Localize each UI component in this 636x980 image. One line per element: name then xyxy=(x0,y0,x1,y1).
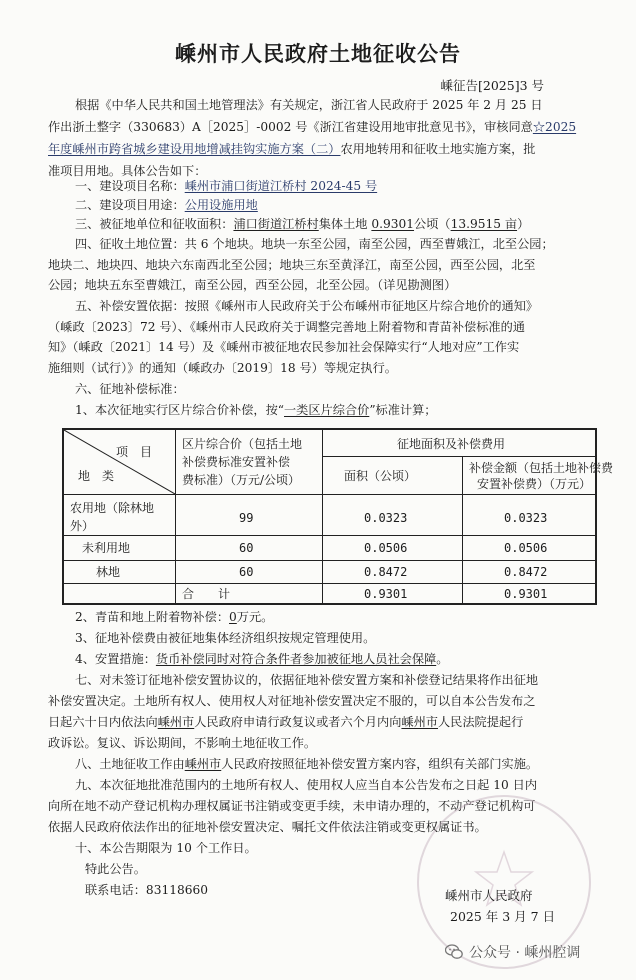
item-review-3e: 人民法院提起行 xyxy=(438,715,524,729)
row-area: 0.0323 xyxy=(364,511,408,525)
table-divider xyxy=(175,430,176,603)
item-basis-line-4: 施细则（试行）》的通知（嵊政办〔2019〕18 号）等规定执行。 xyxy=(48,361,397,375)
item-location-line-3: 公园；地块五东至曹娥江，南至公园，西至公园，北至公园。（详见勘测图） xyxy=(48,278,457,292)
total-comp: 0.9301 xyxy=(504,587,548,601)
wechat-icon xyxy=(445,944,463,960)
item-registration-line-2: 向所在地不动产登记机构办理权属证书注销或变更手续，未申请办理的，不动产登记机构可 xyxy=(48,799,536,813)
compensation-table xyxy=(62,428,614,605)
approval-ref-start: ☆2025 xyxy=(532,120,577,134)
item-review-line-2: 补偿安置决定。土地所有权人、使用权人对征地补偿安置决定不服的，可以自本公告发布之 xyxy=(48,694,536,708)
item-review-line-1: 七、对未签订征地补偿安置协议的，依据征地补偿安置方案和补偿登记结果将作出征地 xyxy=(75,673,539,687)
item-land-unit: 浦口街道江桥村 xyxy=(233,217,319,231)
row-type-line-1: 未利用地 xyxy=(82,541,131,555)
item-location-line-2: 地块二、地块四、地块六东南西北至公园；地块三东至黄泽江，南至公园，西至公园，北至 xyxy=(48,258,536,272)
item-resettlement-value: 货币补偿同时对符合条件者参加被征地人员社会保障 xyxy=(155,652,437,666)
page-title: 嵊州市人民政府土地征收公告 xyxy=(175,42,461,66)
row-comp: 0.0506 xyxy=(504,541,548,555)
header-area: 面积（公顷） xyxy=(344,469,417,483)
wechat-footer xyxy=(445,942,580,962)
item-standard-1-a: 1、本次征地实行区片综合价补偿，按“ xyxy=(75,403,284,417)
item-project-name-label: 一、建设项目名称： xyxy=(75,179,185,193)
row-type-line-2: 外） xyxy=(70,519,95,533)
item-project-use-label: 二、建设项目用途： xyxy=(75,198,185,212)
item-standard-1-c: ”标准计算； xyxy=(369,403,437,417)
header-price-line-1: 区片综合价（包括土地 xyxy=(182,437,303,451)
item-project-use-value: 公用设施用地 xyxy=(184,198,258,212)
header-price-line-2: 补偿费标准安置补偿 xyxy=(182,455,291,469)
item-standard-1-class: 一类区片综合价 xyxy=(284,403,370,417)
item-resettlement xyxy=(75,651,448,667)
document-number: 嵊征告[2025]3 号 xyxy=(440,78,544,93)
item-registration-line-3: 依据人民政府依法作出的征地补偿安置决定、嘱托文件依法注销或变更权属证书。 xyxy=(48,820,487,834)
row-area: 0.8472 xyxy=(364,565,408,579)
header-comp-line-2: 安置补偿费）（万元） xyxy=(477,477,592,491)
table-divider xyxy=(322,456,595,457)
item-land-mu: 13.9515 亩 xyxy=(450,217,518,231)
item-basis-line-2: （嵊政〔2023〕72 号）、《嵊州市人民政府关于调整完善地上附着物和青苗补偿标准的通 xyxy=(48,320,525,334)
item-project-use xyxy=(75,197,258,213)
item-review-gov: 嵊州市 xyxy=(157,715,195,729)
item-review-3c: 人民政府申请行政复议或者六个月内向 xyxy=(194,715,402,729)
item-project-name-value: 嵊州市浦口街道江桥村 2024-45 号 xyxy=(184,179,378,193)
item-land-close: ） xyxy=(517,217,530,231)
intro-line-3-text: 农用地转用和征收土地实施方案，批 xyxy=(340,142,536,156)
item-implementation xyxy=(75,756,538,772)
item-crop-compensation xyxy=(75,609,273,625)
item-standard-label: 六、征地补偿标准： xyxy=(75,382,185,396)
item-land-hectares: 0.9301 xyxy=(371,217,415,231)
item-registration-line-1: 九、本次征地批准范围内的土地所有权人、使用权人应当自本公告发布之日起 10 日内 xyxy=(75,778,538,792)
intro-line-4: 准项目用地。具体公告如下： xyxy=(48,164,207,178)
table-divider xyxy=(462,456,463,603)
header-diagonal xyxy=(64,430,175,494)
header-item: 项 目 xyxy=(116,445,153,459)
item-implementation-a: 八、土地征收工作由 xyxy=(75,757,185,771)
header-price-line-3: 费标准）（万元/公顷） xyxy=(182,473,301,487)
total-label: 合 计 xyxy=(182,587,231,601)
row-price: 99 xyxy=(239,511,254,525)
table-divider xyxy=(64,535,595,536)
row-type-line-1: 农用地（除林地 xyxy=(70,501,155,515)
header-land-type: 地 类 xyxy=(78,469,115,483)
item-crop-value: 0 xyxy=(229,610,237,624)
total-area: 0.9301 xyxy=(364,587,408,601)
table-divider xyxy=(64,494,595,495)
item-project-name xyxy=(75,178,377,194)
item-resettlement-end: 。 xyxy=(436,652,449,666)
item-standard-1 xyxy=(75,402,436,418)
row-comp: 0.0323 xyxy=(504,511,548,525)
signature-date: 2025 年 3 月 7 日 xyxy=(450,909,556,924)
item-crop-unit: 万元。 xyxy=(236,610,274,624)
item-fee-management: 3、征地补偿费由被征地集体经济组织按规定管理使用。 xyxy=(75,631,376,645)
row-price: 60 xyxy=(239,565,254,579)
item-resettlement-label: 4、安置措施： xyxy=(75,652,156,666)
header-area-group: 征地面积及补偿费用 xyxy=(397,437,506,451)
item-land-hectare-unit: 公顷（ xyxy=(414,217,451,231)
item-implementation-c: 人民政府按照征地补偿安置方案内容，组织有关部门实施。 xyxy=(221,757,539,771)
wechat-account-label: 公众号 · 嵊州腔调 xyxy=(469,945,581,961)
signature-org: 嵊州市人民政府 xyxy=(445,888,533,903)
intro-line-1: 根据《中华人民共和国土地管理法》有关规定，浙江省人民政府于 2025 年 2 月 25 日 xyxy=(75,98,543,112)
item-period: 十、本公告期限为 10 个工作日。 xyxy=(75,841,257,855)
item-land-mid: 集体土地 xyxy=(318,217,368,231)
intro-line-3 xyxy=(48,141,536,157)
item-review-line-4: 政诉讼。复议、诉讼期间，不影响土地征收工作。 xyxy=(48,736,317,750)
table-divider xyxy=(64,560,595,561)
contact-phone: 联系电话：83118660 xyxy=(85,883,208,897)
item-implementation-gov: 嵊州市 xyxy=(184,757,222,771)
item-review-line-3 xyxy=(48,714,523,730)
table-divider xyxy=(64,583,595,584)
item-review-court: 嵊州市 xyxy=(401,715,438,729)
row-comp: 0.8472 xyxy=(504,565,548,579)
item-crop-label: 2、青苗和地上附着物补偿： xyxy=(75,610,230,624)
item-review-3a: 日起六十日内依法向 xyxy=(48,715,158,729)
row-area: 0.0506 xyxy=(364,541,408,555)
header-comp-line-1: 补偿金额（包括土地补偿费 xyxy=(469,461,614,475)
item-basis-line-1: 五、补偿安置依据：按照《嵊州市人民政府关于公布嵊州市征地区片综合地价的通知》 xyxy=(75,299,539,313)
plan-name: 年度嵊州市跨省城乡建设用地增减挂钩实施方案（二） xyxy=(48,142,341,156)
closing-text: 特此公告。 xyxy=(85,862,146,876)
item-location-line-1: 四、征收土地位置：共 6 个地块。地块一东至公园，南至公园，西至曹娥江，北至公园； xyxy=(75,237,554,251)
intro-line-2 xyxy=(48,119,576,135)
item-land-area-label: 三、被征地单位和征收面积： xyxy=(75,217,234,231)
row-price: 60 xyxy=(239,541,254,555)
intro-line-2-text: 作出浙土整字（330683）A［2025］-0002 号《浙江省建设用地审批意见书》，审核同意 xyxy=(48,120,533,134)
row-type-line-1: 林地 xyxy=(96,565,121,579)
item-land-area xyxy=(75,216,529,232)
item-basis-line-3: 知》（嵊政〔2021〕14 号）及《嵊州市被征地农民参加社会保障实行“人地对应”工作实 xyxy=(48,340,520,354)
